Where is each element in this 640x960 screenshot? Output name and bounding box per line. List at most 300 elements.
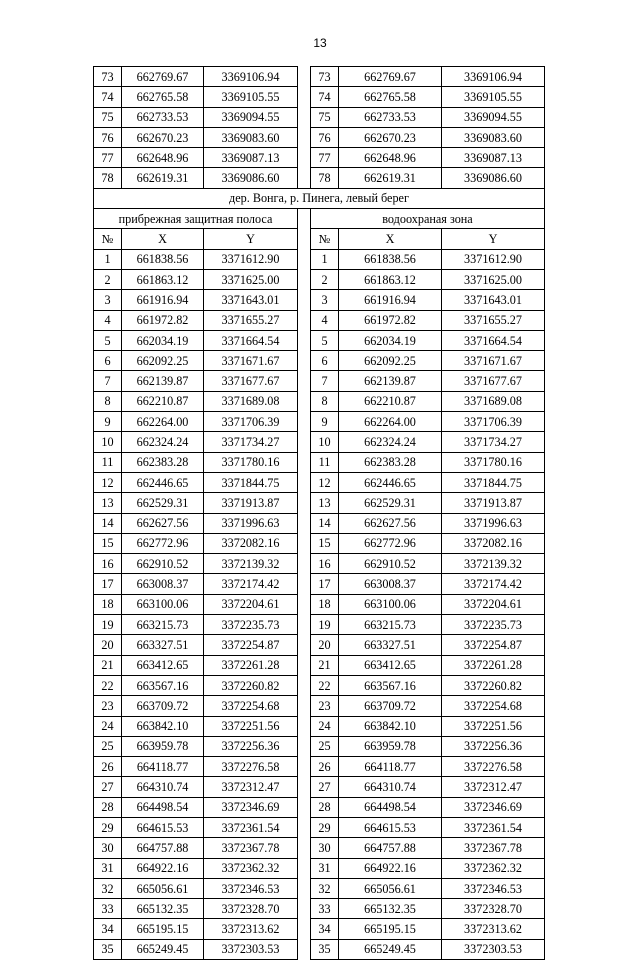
right-x-coordinate: 662769.67 (339, 67, 442, 87)
right-point-number: 77 (311, 148, 339, 168)
left-x-coordinate: 663008.37 (122, 574, 204, 594)
table-row (94, 269, 545, 289)
left-point-number: 26 (94, 757, 122, 777)
table-row (94, 127, 545, 147)
right-x-coordinate: 662772.96 (339, 533, 442, 553)
left-x-coordinate: 663842.10 (122, 716, 204, 736)
left-x-coordinate: 662324.24 (122, 432, 204, 452)
right-x-coordinate: 664498.54 (339, 797, 442, 817)
left-point-number: 77 (94, 148, 122, 168)
right-x-coordinate: 662765.58 (339, 87, 442, 107)
right-y-coordinate: 3372312.47 (442, 777, 545, 797)
left-y-coordinate: 3371734.27 (204, 432, 298, 452)
left-col-num-header: № (94, 229, 122, 249)
left-y-coordinate: 3372261.28 (204, 655, 298, 675)
right-x-coordinate: 663008.37 (339, 574, 442, 594)
right-x-coordinate: 662670.23 (339, 127, 442, 147)
right-point-number: 18 (311, 594, 339, 614)
right-x-coordinate: 662648.96 (339, 148, 442, 168)
left-y-coordinate: 3372361.54 (204, 817, 298, 837)
left-y-coordinate: 3372235.73 (204, 615, 298, 635)
table-row (94, 107, 545, 127)
table-row (94, 716, 545, 736)
right-y-coordinate: 3371612.90 (442, 249, 545, 269)
right-y-coordinate: 3372346.53 (442, 878, 545, 898)
left-point-number: 1 (94, 249, 122, 269)
right-point-number: 9 (311, 412, 339, 432)
right-point-number: 23 (311, 696, 339, 716)
column-gap (298, 269, 311, 289)
right-point-number: 75 (311, 107, 339, 127)
left-x-coordinate: 662619.31 (122, 168, 204, 188)
left-point-number: 8 (94, 391, 122, 411)
right-zone-header: водоохраная зона (311, 209, 545, 229)
right-point-number: 17 (311, 574, 339, 594)
left-point-number: 2 (94, 269, 122, 289)
right-x-coordinate: 661916.94 (339, 290, 442, 310)
left-y-coordinate: 3371655.27 (204, 310, 298, 330)
right-x-coordinate: 662139.87 (339, 371, 442, 391)
right-point-number: 28 (311, 797, 339, 817)
table-row (94, 493, 545, 513)
left-zone-header: прибрежная защитная полоса (94, 209, 298, 229)
right-x-coordinate: 665195.15 (339, 919, 442, 939)
left-y-coordinate: 3372346.69 (204, 797, 298, 817)
right-col-num-header: № (311, 229, 339, 249)
left-y-coordinate: 3371780.16 (204, 452, 298, 472)
right-point-number: 30 (311, 838, 339, 858)
right-point-number: 14 (311, 513, 339, 533)
column-gap (298, 675, 311, 695)
right-point-number: 73 (311, 67, 339, 87)
right-y-coordinate: 3372256.36 (442, 736, 545, 756)
right-y-coordinate: 3371664.54 (442, 330, 545, 350)
right-x-coordinate: 663412.65 (339, 655, 442, 675)
table-row (94, 838, 545, 858)
left-y-coordinate: 3372260.82 (204, 675, 298, 695)
section-title: дер. Вонга, р. Пинега, левый берег (94, 188, 545, 208)
right-y-coordinate: 3371996.63 (442, 513, 545, 533)
right-y-coordinate: 3372082.16 (442, 533, 545, 553)
right-point-number: 6 (311, 351, 339, 371)
left-x-coordinate: 662733.53 (122, 107, 204, 127)
right-point-number: 34 (311, 919, 339, 939)
left-x-coordinate: 665056.61 (122, 878, 204, 898)
table-row (94, 675, 545, 695)
left-x-coordinate: 663567.16 (122, 675, 204, 695)
table-row (94, 574, 545, 594)
right-x-coordinate: 663327.51 (339, 635, 442, 655)
coordinates-table (93, 66, 545, 960)
right-point-number: 5 (311, 330, 339, 350)
right-x-coordinate: 665056.61 (339, 878, 442, 898)
right-x-coordinate: 662529.31 (339, 493, 442, 513)
column-gap (298, 351, 311, 371)
left-point-number: 5 (94, 330, 122, 350)
right-y-coordinate: 3371671.67 (442, 351, 545, 371)
left-x-coordinate: 662765.58 (122, 87, 204, 107)
column-gap (298, 757, 311, 777)
column-gap (298, 371, 311, 391)
right-y-coordinate: 3369083.60 (442, 127, 545, 147)
right-y-coordinate: 3372174.42 (442, 574, 545, 594)
column-gap (298, 513, 311, 533)
left-point-number: 12 (94, 472, 122, 492)
table-row (94, 513, 545, 533)
right-point-number: 10 (311, 432, 339, 452)
right-point-number: 13 (311, 493, 339, 513)
right-x-coordinate: 664922.16 (339, 858, 442, 878)
left-y-coordinate: 3371996.63 (204, 513, 298, 533)
right-y-coordinate: 3372254.68 (442, 696, 545, 716)
right-point-number: 16 (311, 554, 339, 574)
left-point-number: 31 (94, 858, 122, 878)
right-y-coordinate: 3372251.56 (442, 716, 545, 736)
left-point-number: 23 (94, 696, 122, 716)
column-gap (298, 493, 311, 513)
right-y-coordinate: 3372139.32 (442, 554, 545, 574)
column-gap (298, 148, 311, 168)
column-gap (298, 127, 311, 147)
column-gap (298, 107, 311, 127)
left-point-number: 30 (94, 838, 122, 858)
left-point-number: 32 (94, 878, 122, 898)
table-row (94, 858, 545, 878)
left-y-coordinate: 3372174.42 (204, 574, 298, 594)
table-row (94, 67, 545, 87)
left-x-coordinate: 662034.19 (122, 330, 204, 350)
right-y-coordinate: 3369105.55 (442, 87, 545, 107)
left-point-number: 17 (94, 574, 122, 594)
right-point-number: 22 (311, 675, 339, 695)
left-x-coordinate: 662264.00 (122, 412, 204, 432)
right-x-coordinate: 662383.28 (339, 452, 442, 472)
right-x-coordinate: 664615.53 (339, 817, 442, 837)
left-point-number: 11 (94, 452, 122, 472)
right-x-coordinate: 661972.82 (339, 310, 442, 330)
left-x-coordinate: 664615.53 (122, 817, 204, 837)
right-x-coordinate: 662092.25 (339, 351, 442, 371)
column-gap (298, 533, 311, 553)
table-row (94, 472, 545, 492)
table-row (94, 757, 545, 777)
left-point-number: 4 (94, 310, 122, 330)
table-row (94, 310, 545, 330)
left-point-number: 20 (94, 635, 122, 655)
left-x-coordinate: 662670.23 (122, 127, 204, 147)
column-gap (298, 878, 311, 898)
left-y-coordinate: 3372312.47 (204, 777, 298, 797)
right-y-coordinate: 3372204.61 (442, 594, 545, 614)
column-header-row (94, 229, 545, 249)
left-y-coordinate: 3372204.61 (204, 594, 298, 614)
right-col-y-header: Y (442, 229, 545, 249)
left-point-number: 73 (94, 67, 122, 87)
column-gap (298, 554, 311, 574)
column-gap (298, 635, 311, 655)
table-row (94, 635, 545, 655)
table-row (94, 330, 545, 350)
left-point-number: 13 (94, 493, 122, 513)
table-row (94, 919, 545, 939)
right-x-coordinate: 663215.73 (339, 615, 442, 635)
left-col-x-header: X (122, 229, 204, 249)
column-gap (298, 655, 311, 675)
table-row (94, 452, 545, 472)
left-x-coordinate: 663412.65 (122, 655, 204, 675)
column-gap (298, 574, 311, 594)
right-point-number: 24 (311, 716, 339, 736)
right-y-coordinate: 3371844.75 (442, 472, 545, 492)
column-gap (298, 838, 311, 858)
table-row (94, 391, 545, 411)
right-point-number: 29 (311, 817, 339, 837)
left-x-coordinate: 662529.31 (122, 493, 204, 513)
left-y-coordinate: 3371844.75 (204, 472, 298, 492)
left-y-coordinate: 3372254.87 (204, 635, 298, 655)
right-x-coordinate: 662733.53 (339, 107, 442, 127)
table-row (94, 696, 545, 716)
right-y-coordinate: 3371655.27 (442, 310, 545, 330)
left-x-coordinate: 665132.35 (122, 899, 204, 919)
column-gap (298, 290, 311, 310)
table-row (94, 249, 545, 269)
right-point-number: 27 (311, 777, 339, 797)
left-y-coordinate: 3371913.87 (204, 493, 298, 513)
column-gap (298, 899, 311, 919)
right-y-coordinate: 3372276.58 (442, 757, 545, 777)
right-point-number: 3 (311, 290, 339, 310)
table-row (94, 655, 545, 675)
left-col-y-header: Y (204, 229, 298, 249)
left-y-coordinate: 3372367.78 (204, 838, 298, 858)
right-y-coordinate: 3371643.01 (442, 290, 545, 310)
left-y-coordinate: 3372362.32 (204, 858, 298, 878)
right-y-coordinate: 3372346.69 (442, 797, 545, 817)
right-y-coordinate: 3372261.28 (442, 655, 545, 675)
right-x-coordinate: 665249.45 (339, 939, 442, 959)
column-gap (298, 594, 311, 614)
right-y-coordinate: 3372328.70 (442, 899, 545, 919)
left-x-coordinate: 662772.96 (122, 533, 204, 553)
left-x-coordinate: 664498.54 (122, 797, 204, 817)
left-x-coordinate: 661916.94 (122, 290, 204, 310)
zone-header-row (94, 209, 545, 229)
right-y-coordinate: 3372362.32 (442, 858, 545, 878)
right-x-coordinate: 664757.88 (339, 838, 442, 858)
left-x-coordinate: 663100.06 (122, 594, 204, 614)
right-x-coordinate: 662264.00 (339, 412, 442, 432)
right-x-coordinate: 662324.24 (339, 432, 442, 452)
right-x-coordinate: 663100.06 (339, 594, 442, 614)
table-row (94, 412, 545, 432)
right-y-coordinate: 3372367.78 (442, 838, 545, 858)
table-row (94, 736, 545, 756)
left-point-number: 15 (94, 533, 122, 553)
table-row (94, 817, 545, 837)
page-number: 13 (313, 36, 327, 50)
left-x-coordinate: 662648.96 (122, 148, 204, 168)
left-point-number: 21 (94, 655, 122, 675)
left-x-coordinate: 661863.12 (122, 269, 204, 289)
left-y-coordinate: 3369087.13 (204, 148, 298, 168)
left-point-number: 35 (94, 939, 122, 959)
left-point-number: 22 (94, 675, 122, 695)
right-point-number: 15 (311, 533, 339, 553)
right-x-coordinate: 662910.52 (339, 554, 442, 574)
right-x-coordinate: 663842.10 (339, 716, 442, 736)
right-y-coordinate: 3371625.00 (442, 269, 545, 289)
left-point-number: 10 (94, 432, 122, 452)
left-point-number: 24 (94, 716, 122, 736)
left-x-coordinate: 662910.52 (122, 554, 204, 574)
left-point-number: 6 (94, 351, 122, 371)
left-x-coordinate: 661972.82 (122, 310, 204, 330)
column-gap (298, 432, 311, 452)
column-gap (298, 472, 311, 492)
left-y-coordinate: 3371612.90 (204, 249, 298, 269)
column-gap (298, 249, 311, 269)
left-point-number: 7 (94, 371, 122, 391)
table-row (94, 615, 545, 635)
table-row (94, 939, 545, 959)
column-gap (298, 168, 311, 188)
left-y-coordinate: 3372313.62 (204, 919, 298, 939)
right-x-coordinate: 662034.19 (339, 330, 442, 350)
table-row (94, 290, 545, 310)
left-point-number: 14 (94, 513, 122, 533)
left-point-number: 16 (94, 554, 122, 574)
right-y-coordinate: 3372254.87 (442, 635, 545, 655)
right-point-number: 26 (311, 757, 339, 777)
right-point-number: 8 (311, 391, 339, 411)
right-x-coordinate: 662446.65 (339, 472, 442, 492)
column-gap (298, 817, 311, 837)
left-x-coordinate: 662092.25 (122, 351, 204, 371)
right-y-coordinate: 3371780.16 (442, 452, 545, 472)
left-x-coordinate: 664310.74 (122, 777, 204, 797)
left-x-coordinate: 662627.56 (122, 513, 204, 533)
left-point-number: 74 (94, 87, 122, 107)
column-gap (298, 716, 311, 736)
column-gap (298, 797, 311, 817)
left-x-coordinate: 662139.87 (122, 371, 204, 391)
left-x-coordinate: 665249.45 (122, 939, 204, 959)
right-point-number: 74 (311, 87, 339, 107)
right-x-coordinate: 661863.12 (339, 269, 442, 289)
table-row (94, 797, 545, 817)
left-y-coordinate: 3372346.53 (204, 878, 298, 898)
left-x-coordinate: 663709.72 (122, 696, 204, 716)
left-point-number: 27 (94, 777, 122, 797)
left-x-coordinate: 662383.28 (122, 452, 204, 472)
left-y-coordinate: 3372328.70 (204, 899, 298, 919)
left-point-number: 25 (94, 736, 122, 756)
right-x-coordinate: 663959.78 (339, 736, 442, 756)
left-y-coordinate: 3371671.67 (204, 351, 298, 371)
left-point-number: 3 (94, 290, 122, 310)
left-y-coordinate: 3372139.32 (204, 554, 298, 574)
left-y-coordinate: 3371706.39 (204, 412, 298, 432)
right-x-coordinate: 662627.56 (339, 513, 442, 533)
left-x-coordinate: 664118.77 (122, 757, 204, 777)
right-y-coordinate: 3369106.94 (442, 67, 545, 87)
column-gap (298, 858, 311, 878)
left-y-coordinate: 3369106.94 (204, 67, 298, 87)
table-row (94, 594, 545, 614)
left-point-number: 34 (94, 919, 122, 939)
left-x-coordinate: 663959.78 (122, 736, 204, 756)
right-x-coordinate: 661838.56 (339, 249, 442, 269)
left-y-coordinate: 3369105.55 (204, 87, 298, 107)
left-y-coordinate: 3369083.60 (204, 127, 298, 147)
right-x-coordinate: 662210.87 (339, 391, 442, 411)
left-y-coordinate: 3371677.67 (204, 371, 298, 391)
right-point-number: 7 (311, 371, 339, 391)
right-point-number: 31 (311, 858, 339, 878)
right-y-coordinate: 3371734.27 (442, 432, 545, 452)
right-x-coordinate: 663567.16 (339, 675, 442, 695)
left-x-coordinate: 662769.67 (122, 67, 204, 87)
left-x-coordinate: 662210.87 (122, 391, 204, 411)
table-row (94, 533, 545, 553)
left-point-number: 76 (94, 127, 122, 147)
right-point-number: 4 (311, 310, 339, 330)
table-row (94, 777, 545, 797)
right-x-coordinate: 663709.72 (339, 696, 442, 716)
right-y-coordinate: 3371689.08 (442, 391, 545, 411)
right-y-coordinate: 3369086.60 (442, 168, 545, 188)
left-x-coordinate: 665195.15 (122, 919, 204, 939)
left-y-coordinate: 3372256.36 (204, 736, 298, 756)
right-x-coordinate: 662619.31 (339, 168, 442, 188)
right-y-coordinate: 3371913.87 (442, 493, 545, 513)
left-y-coordinate: 3371689.08 (204, 391, 298, 411)
column-gap (298, 229, 311, 249)
table-row (94, 554, 545, 574)
left-x-coordinate: 663327.51 (122, 635, 204, 655)
left-y-coordinate: 3372082.16 (204, 533, 298, 553)
column-gap (298, 209, 311, 229)
left-x-coordinate: 661838.56 (122, 249, 204, 269)
table-row (94, 351, 545, 371)
column-gap (298, 736, 311, 756)
right-x-coordinate: 665132.35 (339, 899, 442, 919)
column-gap (298, 412, 311, 432)
left-y-coordinate: 3371664.54 (204, 330, 298, 350)
right-point-number: 12 (311, 472, 339, 492)
left-x-coordinate: 664922.16 (122, 858, 204, 878)
table-row (94, 371, 545, 391)
right-point-number: 25 (311, 736, 339, 756)
left-point-number: 28 (94, 797, 122, 817)
right-y-coordinate: 3372260.82 (442, 675, 545, 695)
right-point-number: 21 (311, 655, 339, 675)
right-point-number: 78 (311, 168, 339, 188)
left-point-number: 33 (94, 899, 122, 919)
left-y-coordinate: 3372254.68 (204, 696, 298, 716)
left-y-coordinate: 3369094.55 (204, 107, 298, 127)
column-gap (298, 310, 311, 330)
left-y-coordinate: 3371643.01 (204, 290, 298, 310)
right-y-coordinate: 3372303.53 (442, 939, 545, 959)
right-point-number: 11 (311, 452, 339, 472)
table-row (94, 87, 545, 107)
right-point-number: 76 (311, 127, 339, 147)
left-point-number: 9 (94, 412, 122, 432)
column-gap (298, 615, 311, 635)
right-point-number: 35 (311, 939, 339, 959)
